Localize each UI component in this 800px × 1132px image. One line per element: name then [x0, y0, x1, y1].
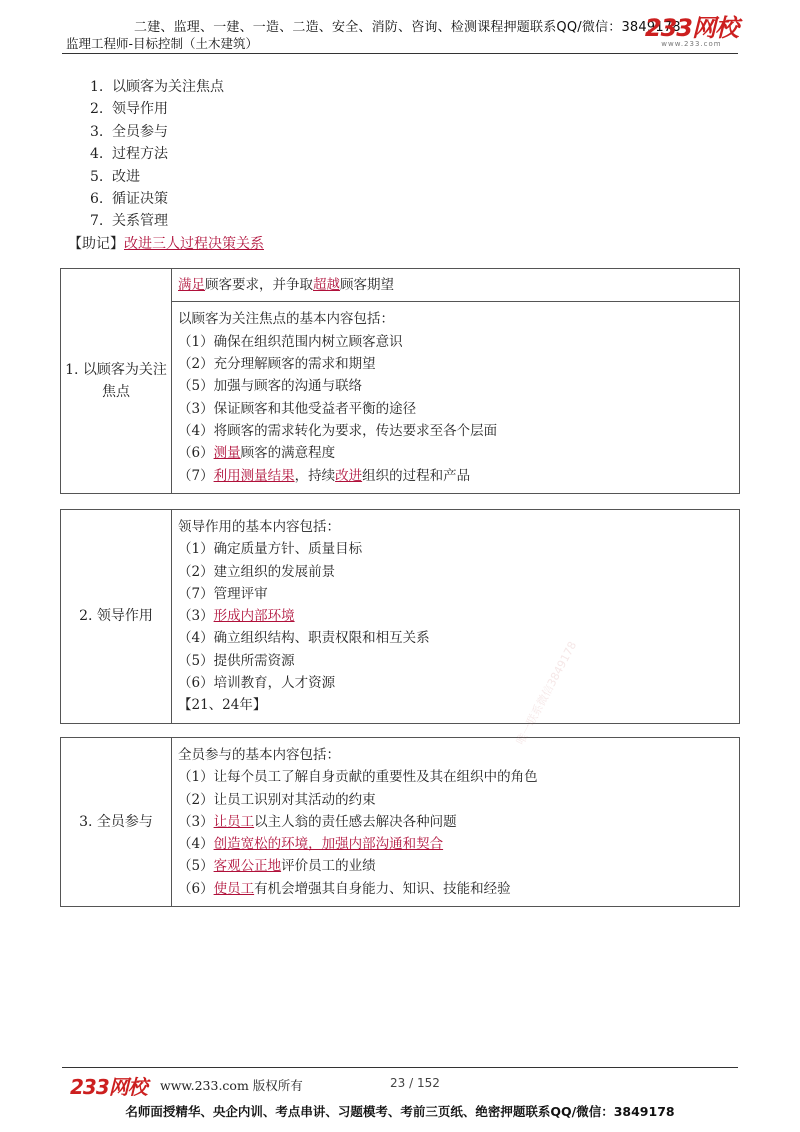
- header-divider: [62, 53, 738, 54]
- section-content: [172, 738, 740, 907]
- mnemonic-text: 改进三人过程决策关系: [124, 236, 264, 252]
- content-item: （4）创造宽松的环境，加强内部沟通和契合: [178, 836, 444, 853]
- list-item: 6. 循证决策: [90, 191, 168, 208]
- content-item: （4）确立组织结构、职责权限和相互关系: [178, 630, 430, 647]
- content-intro: 全员参与的基本内容包括：: [178, 747, 340, 763]
- section-label: 3. 全员参与: [61, 738, 172, 907]
- page-number: 23 / 152: [390, 1076, 440, 1090]
- section-label: 2. 领导作用: [61, 510, 172, 724]
- content-item: （5）客观公正地评价员工的业绩: [178, 858, 376, 875]
- header-course-title: 监理工程师-目标控制（土木建筑）: [66, 36, 259, 51]
- mnemonic-label: 【助记】: [68, 236, 124, 252]
- section-label: 1. 以顾客为关注焦点: [61, 269, 172, 494]
- section-engagement: [60, 737, 740, 907]
- section-leadership: [60, 509, 740, 724]
- list-item: 1. 以顾客为关注焦点: [90, 79, 224, 95]
- mnemonic: [68, 233, 264, 253]
- exam-years: 【21、24年】: [178, 697, 267, 714]
- content-item: （7）管理评审: [178, 585, 268, 602]
- logo-mark: 233网校: [644, 14, 738, 42]
- section-customer-focus: [60, 268, 740, 494]
- header-contact-line: 二建、监理、一建、一造、二造、安全、消防、咨询、检测课程押题联系QQ/微信：3849178: [134, 20, 681, 35]
- content-item: （1）让每个员工了解自身贡献的重要性及其在组织中的角色: [178, 769, 538, 786]
- content-item: （7）利用测量结果，持续改进组织的过程和产品: [178, 467, 471, 484]
- list-item: 5. 改进: [90, 168, 140, 185]
- list-item: 3. 全员参与: [90, 123, 168, 140]
- content-item: （1）确定质量方针、质量目标: [178, 541, 363, 558]
- footer-divider: [62, 1067, 738, 1068]
- content-item: （3）保证顾客和其他受益者平衡的途径: [178, 400, 417, 417]
- content-item: （6）培训教育，人才资源: [178, 675, 336, 692]
- principles-list: [90, 76, 224, 233]
- header-logo: [645, 16, 738, 48]
- footer-contact-line: 名师面授精华、央企内训、考点串讲、习题模考、考前三页纸、绝密押题联系QQ/微信：3849178: [125, 1104, 675, 1119]
- content-item: （1）确保在组织范围内树立顾客意识: [178, 333, 403, 350]
- content-item: （6）使员工有机会增强其自身能力、知识、技能和经验: [178, 880, 511, 897]
- content-item: （2）建立组织的发展前景: [178, 563, 336, 580]
- list-item: 2. 领导作用: [90, 101, 168, 118]
- section-content: [172, 510, 740, 724]
- logo-url: www.233.com: [661, 40, 722, 48]
- content-item: （3）让员工以主人翁的责任感去解决各种问题: [178, 813, 457, 830]
- content-item: （5）提供所需资源: [178, 652, 295, 669]
- content-item: （4）将顾客的需求转化为要求，传达要求至各个层面: [178, 422, 498, 439]
- list-item: 7. 关系管理: [90, 213, 168, 230]
- content-intro: 以顾客为关注焦点的基本内容包括：: [178, 311, 394, 328]
- list-item: 4. 过程方法: [90, 146, 168, 163]
- footer-logo: 233网校: [70, 1075, 147, 1099]
- content-item: （2）让员工识别对其活动的约束: [178, 791, 376, 808]
- content-item: （3）形成内部环境: [178, 608, 295, 625]
- watermark: 唯一联系微信3849178: [513, 639, 580, 748]
- content-item: （5）加强与顾客的沟通与联络: [178, 378, 363, 395]
- footer-copyright: www.233.com 版权所有: [160, 1078, 303, 1093]
- section-summary: 满足顾客要求，并争取超越顾客期望: [172, 269, 740, 302]
- content-intro: 领导作用的基本内容包括：: [178, 519, 340, 535]
- content-item: （2）充分理解顾客的需求和期望: [178, 356, 376, 373]
- section-content: [172, 302, 740, 494]
- content-item: （6）测量顾客的满意程度: [178, 445, 336, 462]
